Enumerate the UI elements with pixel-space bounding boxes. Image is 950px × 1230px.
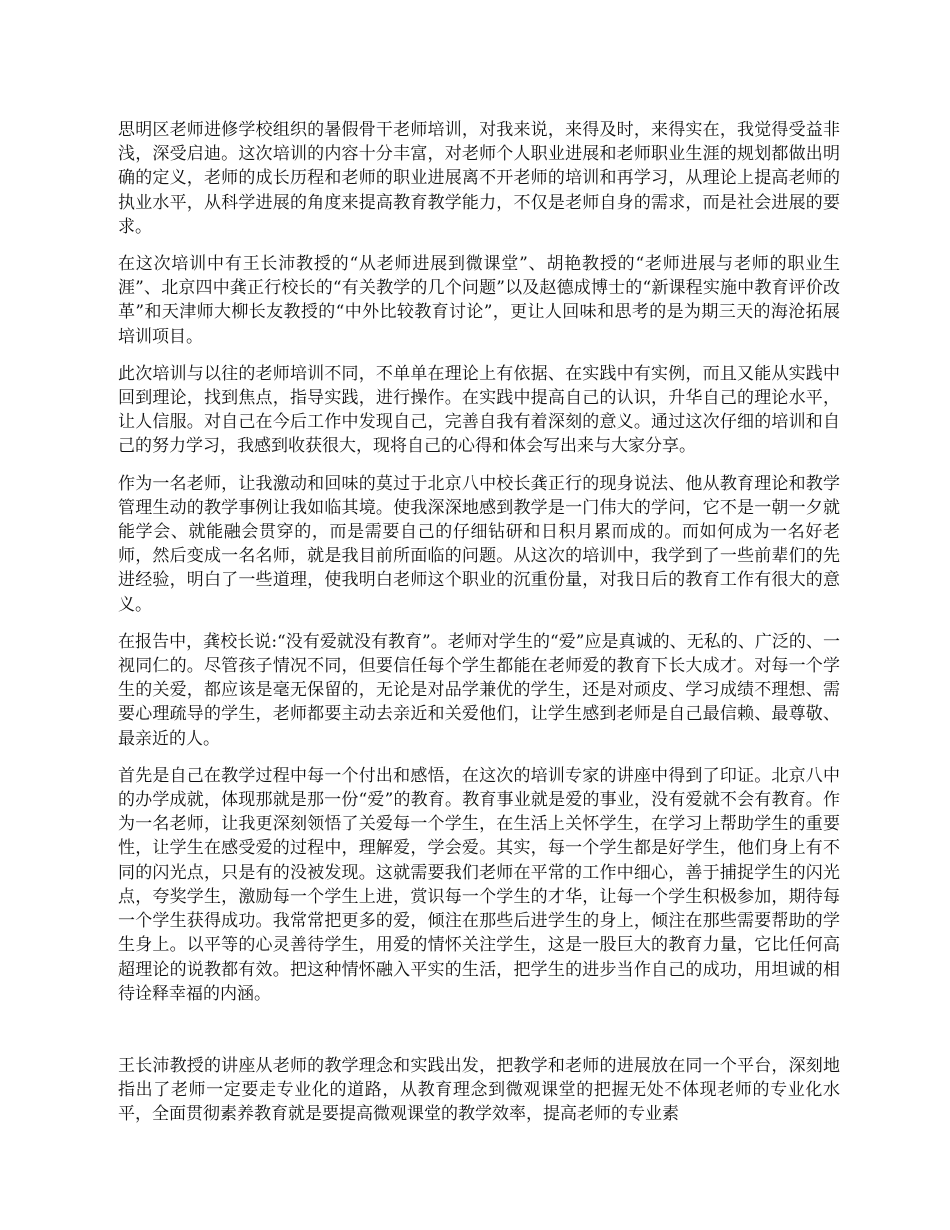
paragraph-7: 王长沛教授的讲座从老师的教学理念和实践出发，把教学和老师的进展放在同一个平台，深刻地指出了老师一定要走专业化的道路，从教育理念到微观课堂的把握无处不体现老师的专业化水平，全面贯彻素养教育就是要提高微观课堂的教学效率，提高老师的专业素 [118,1055,840,1125]
paragraph-1: 思明区老师进修学校组织的暑假骨干老师培训，对我来说，来得及时，来得实在，我觉得受益非浅，深受启迪。这次培训的内容十分丰富，对老师个人职业进展和老师职业生涯的规划都做出明确的定义，老师的成长历程和老师的职业进展离不开老师的培训和再学习，从理论上提高老师的执业水平，从科学进展的角度来提高教育教学能力，不仅是老师自身的需求，而是社会进展的要求。 [118,120,840,237]
paragraph-6: 首先是自己在教学过程中每一个付出和感悟，在这次的培训专家的讲座中得到了印证。北京八中的办学成就，体现那就是那一份“爱”的教育。教育事业就是爱的事业，没有爱就不会有教育。作为一名老师，让我更深刻领悟了关爱每一个学生，在生活上关怀学生，在学习上帮助学生的重要性，让学生在感受爱的过程中，理解爱，学会爱。其实，每一个学生都是好学生，他们身上有不同的闪光点，只是有的没被发现。这就需要我们老师在平常的工作中细心，善于捕捉学生的闪光点，夸奖学生，激励每一个学生上进，赏识每一个学生的才华，让每一个学生积极参加，期待每一个学生获得成功。我常常把更多的爱，倾注在那些后进学生的身上，倾注在那些需要帮助的学生身上。以平等的心灵善待学生，用爱的情怀关注学生，这是一股巨大的教育力量，它比任何高超理论的说教都有效。把这种情怀融入平实的生活，把学生的进步当作自己的成功，用坦诚的相待诠释幸福的内涵。 [118,765,840,1004]
paragraph-5: 在报告中，龚校长说:“没有爱就没有教育”。老师对学生的“爱”应是真诚的、无私的、广泛的、一视同仁的。尽管孩子情况不同，但要信任每个学生都能在老师爱的教育下长大成才。对每一个学生的关爱，都应该是毫无保留的，无论是对品学兼优的学生，还是对顽皮、学习成绩不理想、需要心理疏导的学生，老师都要主动去亲近和关爱他们，让学生感到老师是自己最信赖、最尊敬、最亲近的人。 [118,631,840,749]
paragraph-2: 在这次培训中有王长沛教授的“从老师进展到微课堂”、胡艳教授的“老师进展与老师的职业生涯”、北京四中龚正行校长的“有关教学的几个问题”以及赵德成博士的“新课程实施中教育评价改革”和天津师大柳长友教授的“中外比较教育讨论”，更让人回味和思考的是为期三天的海沧拓展培训项目。 [118,254,840,347]
paragraph-3: 此次培训与以往的老师培训不同，不单单在理论上有依据、在实践中有实例，而且又能从实践中回到理论，找到焦点，指导实践，进行操作。在实践中提高自己的认识，升华自己的理论水平，让人信服。对自己在今后工作中发现自己，完善自我有着深刻的意义。通过这次仔细的培训和自己的努力学习，我感到收获很大，现将自己的心得和体会写出来与大家分享。 [118,363,840,457]
paragraph-4: 作为一名老师，让我激动和回味的莫过于北京八中校长龚正行的现身说法、他从教育理论和教学管理生动的教学事例让我如临其境。使我深深地感到教学是一门伟大的学问，它不是一朝一夕就能学会、就能融会贯穿的，而是需要自己的仔细钻研和日积月累而成的。而如何成为一名好老师，然后变成一名名师，就是我目前所面临的问题。从这次的培训中，我学到了一些前辈们的先进经验，明白了一些道理，使我明白老师这个职业的沉重份量，对我日后的教育工作有很大的意义。 [118,473,840,615]
